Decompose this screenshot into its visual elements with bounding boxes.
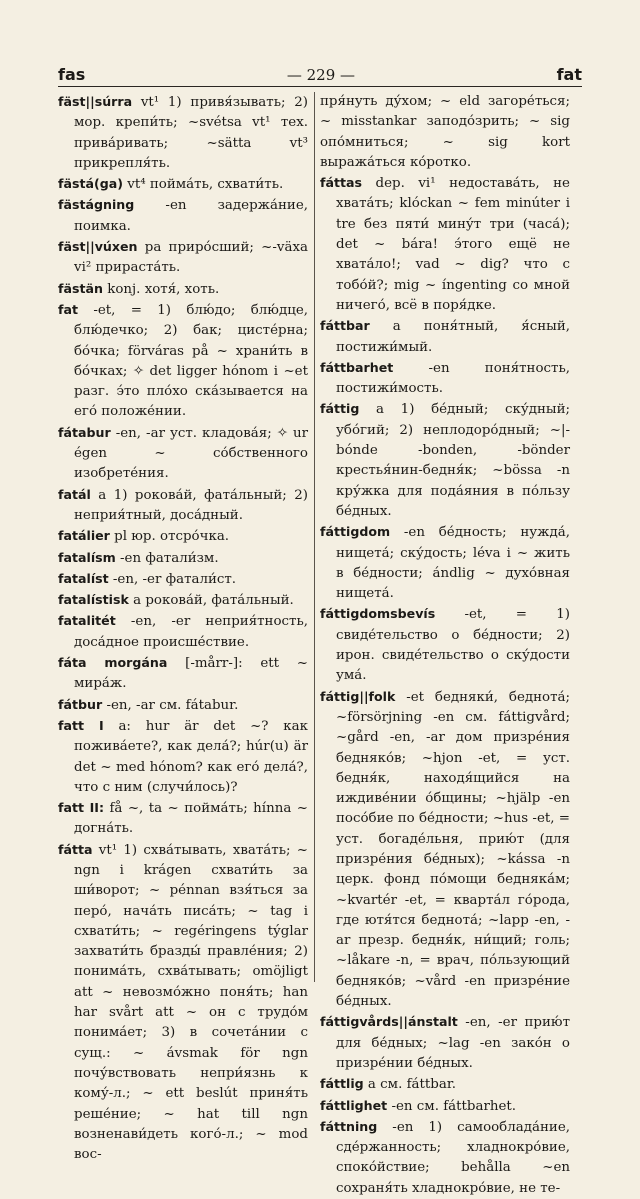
entry-definition: vt¹ 1) схва́тывать, хвата́ть; ~ ngn i krágen схвати́ть за ши́ворот; ~ pénnan взя́ться за перо́, нача́ть писа́ть; ~ tag i схвати́ть; ~ regéringens týglar захвати́ть бразды́ правле́ния; 2) понима́ть, схва́тывать; omöjligt att ~ невозмо́жно поня́ть; han har svårt att ~ он с трудо́м понима́ет; 3) в сочета́нии с сущ.: ~ ávsmak för ngn почу́вствовать непри́язнь к кому́-л.; ~ ett beslút приня́ть реше́ние; ~ hat till ngn возненави́деть кого́-л.; ~ mod вос- xyxy=(74,842,308,1163)
entry-headword: fatalísm xyxy=(58,549,116,565)
dictionary-entry xyxy=(320,1074,570,1095)
entry-definition: -en см. fáttbarhet. xyxy=(387,1098,517,1114)
page-header xyxy=(58,58,582,87)
dictionary-entry xyxy=(58,526,308,547)
entry-definition: пря́нуть ду́хом; ~ eld загоре́ться; ~ misstankar заподо́зрить; ~ sig опо́мниться; ~ sig kort выража́ться ко́ротко. xyxy=(320,94,570,170)
dictionary-entry xyxy=(58,300,308,423)
entry-definition: [-mårr-]: ett ~ мира́ж. xyxy=(74,656,309,692)
dictionary-entry xyxy=(320,1096,570,1117)
entry-definition: dep. vi¹ недостава́ть, не хвата́ть; klóckan ~ fem minúter i tre без пяти́ мину́т три (часа́); det ~ bára! э́того ещё не хвата́ло!; vad ~ dig? что с тобо́й?; mig ~ íngenting со мной ничего́, всё в поря́дке. xyxy=(336,176,570,313)
right-guide-word: fat xyxy=(556,65,582,84)
entry-definition: vt⁴ пойма́ть, схвати́ть. xyxy=(123,177,284,193)
entry-definition: -en бе́дность; нужда́, нищета́; ску́дость; léva i ~ жить в бе́дности; ándlig ~ духо́вная нищета́. xyxy=(336,525,570,602)
entry-definition: -et бедняки́, беднота́; ~försörjning -en см. fáttigvård; ~gård -en, -ar дом призре́ния бедняко́в; ~hjon -et, = уст. бедня́к, находя́щийся на иждиве́нии о́бщины; ~hjälp -en посо́бие по бе́дности; ~hus -et, = уст. богаде́льня, прию́т (для призре́ния бе́дных); ~kássa -n церк. фонд по́мощи бедняка́м; ~kvartér -et, = кварта́л го́рода, где ютя́тся беднота́; ~lapp -en, -ar презр. бедня́к, ни́щий; голь; ~låkare -n, = врач, по́льзующий бедняко́в; ~vård -en призре́ние бе́дных. xyxy=(336,689,570,1010)
dictionary-entry xyxy=(58,548,308,569)
entry-headword: fatálier xyxy=(58,528,110,544)
dictionary-entry xyxy=(320,92,570,173)
dictionary-entry xyxy=(58,653,308,695)
left-guide-word: fas xyxy=(58,65,86,84)
entry-definition: a см. fáttbar. xyxy=(363,1077,457,1093)
entry-definition: konj. хотя́, хоть. xyxy=(102,281,220,297)
dictionary-entry xyxy=(320,316,570,358)
dictionary-entry xyxy=(320,173,570,316)
column-divider xyxy=(314,92,315,982)
entry-definition: a рокова́й, фата́льный. xyxy=(128,593,294,609)
entry-headword: fatt II: xyxy=(58,800,104,816)
dictionary-entry xyxy=(58,716,308,798)
dictionary-entry xyxy=(58,840,308,1166)
entry-headword: fatalitét xyxy=(58,613,116,629)
entry-headword: fátabur xyxy=(58,424,111,440)
dictionary-entry xyxy=(58,279,308,300)
entry-definition: a: hur är det ~? как пожива́ете?, как дела́?; húr(u) är det ~ med hónom? как его́ дела́?, что с ним (случи́лось)? xyxy=(74,718,308,795)
entry-headword: fáttig||folk xyxy=(320,688,396,704)
entry-definition: få ~, ta ~ пойма́ть; hínna ~ догна́ть. xyxy=(74,801,308,837)
page-number: — 229 — xyxy=(286,66,356,84)
dictionary-entry xyxy=(58,237,308,279)
dictionary-entry xyxy=(58,174,308,195)
entry-headword: fáttning xyxy=(320,1118,378,1134)
entry-headword: fäst||súrra xyxy=(58,94,133,109)
entry-definition: -en задержа́ние, поимка. xyxy=(74,198,308,234)
entry-headword: fáttas xyxy=(320,175,363,191)
entry-headword: fátbur xyxy=(58,696,103,712)
entry-definition: a поня́тный, я́сный, постижи́мый. xyxy=(336,319,570,355)
entry-headword: fatalístisk xyxy=(58,592,129,608)
entry-headword: fáta morgána xyxy=(58,655,168,671)
entry-headword: fatál xyxy=(58,486,91,502)
entry-headword: fátta xyxy=(58,841,93,857)
entry-headword: fäst||vúxen xyxy=(58,239,138,255)
entry-definition: a 1) бе́дный; ску́дный; убо́гий; 2) неплодоро́дный; ~|-bónde -bonden, -bönder крестья́нин-бедня́к; ~bössa -n кру́жка для пода́яния в по́льзу бе́дных. xyxy=(336,402,570,519)
dictionary-entry xyxy=(320,358,570,400)
dictionary-entry xyxy=(320,399,570,522)
entry-definition: -en 1) самооблада́ние, сде́ржанность; хладнокро́вие, споко́йствие; behålla ~en сохраня́ть хладнокро́вие, не те- xyxy=(336,1119,570,1196)
left-column xyxy=(58,92,308,1165)
entry-definition: -en, -er прию́т для бе́дных; ~lag -en зако́н о призре́нии бе́дных. xyxy=(336,1015,570,1071)
dictionary-entry xyxy=(320,687,570,1013)
dictionary-entry xyxy=(58,569,308,590)
entry-definition: pa приро́сший; ~-växa vi² прираста́ть. xyxy=(74,240,308,276)
dictionary-entry xyxy=(58,590,308,611)
entry-headword: fästágning xyxy=(58,197,135,213)
dictionary-entry xyxy=(320,1117,570,1199)
dictionary-entry xyxy=(320,522,570,604)
entry-definition: -en, -er неприя́тность, доса́дное происше́ствие. xyxy=(74,614,308,650)
dictionary-entry xyxy=(58,92,308,174)
entry-definition: -et, = 1) блю́до; блю́дце, блю́дечко; 2) бак; цисте́рна; бо́чка; förváras på ~ храни́ть в бо́чках; ✧ det ligger hónom i ~et разг. э́то пло́хо ска́зывается на его́ положе́нии. xyxy=(74,302,308,420)
dictionary-entry xyxy=(58,423,308,485)
entry-headword: fáttig xyxy=(320,401,360,417)
entry-headword: fáttigvårds||ánstalt xyxy=(320,1014,458,1030)
dictionary-entry xyxy=(58,798,308,840)
dictionary-entry xyxy=(58,485,308,527)
entry-definition: pl юр. отсро́чка. xyxy=(109,529,230,545)
entry-headword: fáttbarhet xyxy=(320,359,394,375)
entry-headword: fáttbar xyxy=(320,318,370,334)
entry-headword: fáttlighet xyxy=(320,1097,388,1113)
dictionary-entry xyxy=(58,695,308,716)
dictionary-entry xyxy=(58,195,308,237)
entry-definition: -en фатали́зм. xyxy=(115,550,219,566)
dictionary-entry xyxy=(58,611,308,653)
entry-headword: fatt I xyxy=(58,717,104,733)
entry-definition: -en, -er фатали́ст. xyxy=(108,571,237,587)
entry-definition: -en, -ar см. fátabur. xyxy=(102,697,239,713)
entry-definition: -en, -ar уст. кладова́я; ✧ ur égen ~ со́бственного изобрете́ния. xyxy=(74,425,308,482)
entry-definition: a 1) рокова́й, фата́льный; 2) неприя́тный, доса́дный. xyxy=(74,487,308,523)
entry-headword: fästän xyxy=(58,280,103,296)
right-column xyxy=(320,92,570,1199)
entry-headword: fáttigdomsbevís xyxy=(320,606,436,622)
entry-headword: fästá(ga) xyxy=(58,176,124,192)
entry-headword: fatalíst xyxy=(58,570,109,586)
entry-definition: -en поня́тность, постижи́мость. xyxy=(336,360,570,397)
entry-definition: vt¹ 1) привя́зывать; 2) мор. крепи́ть; ~svétsa vt¹ тех. прива́ривать; ~sätta vt³ прикрепля́ть. xyxy=(74,95,308,171)
entry-headword: fat xyxy=(58,301,78,317)
entry-headword: fáttigdom xyxy=(320,524,391,540)
entry-headword: fáttlig xyxy=(320,1076,364,1092)
dictionary-entry xyxy=(320,604,570,686)
dictionary-entry xyxy=(320,1012,570,1074)
entry-definition: -et, = 1) свиде́тельство о бе́дности; 2) ирон. свиде́тельство о ску́дости ума́. xyxy=(336,607,570,684)
